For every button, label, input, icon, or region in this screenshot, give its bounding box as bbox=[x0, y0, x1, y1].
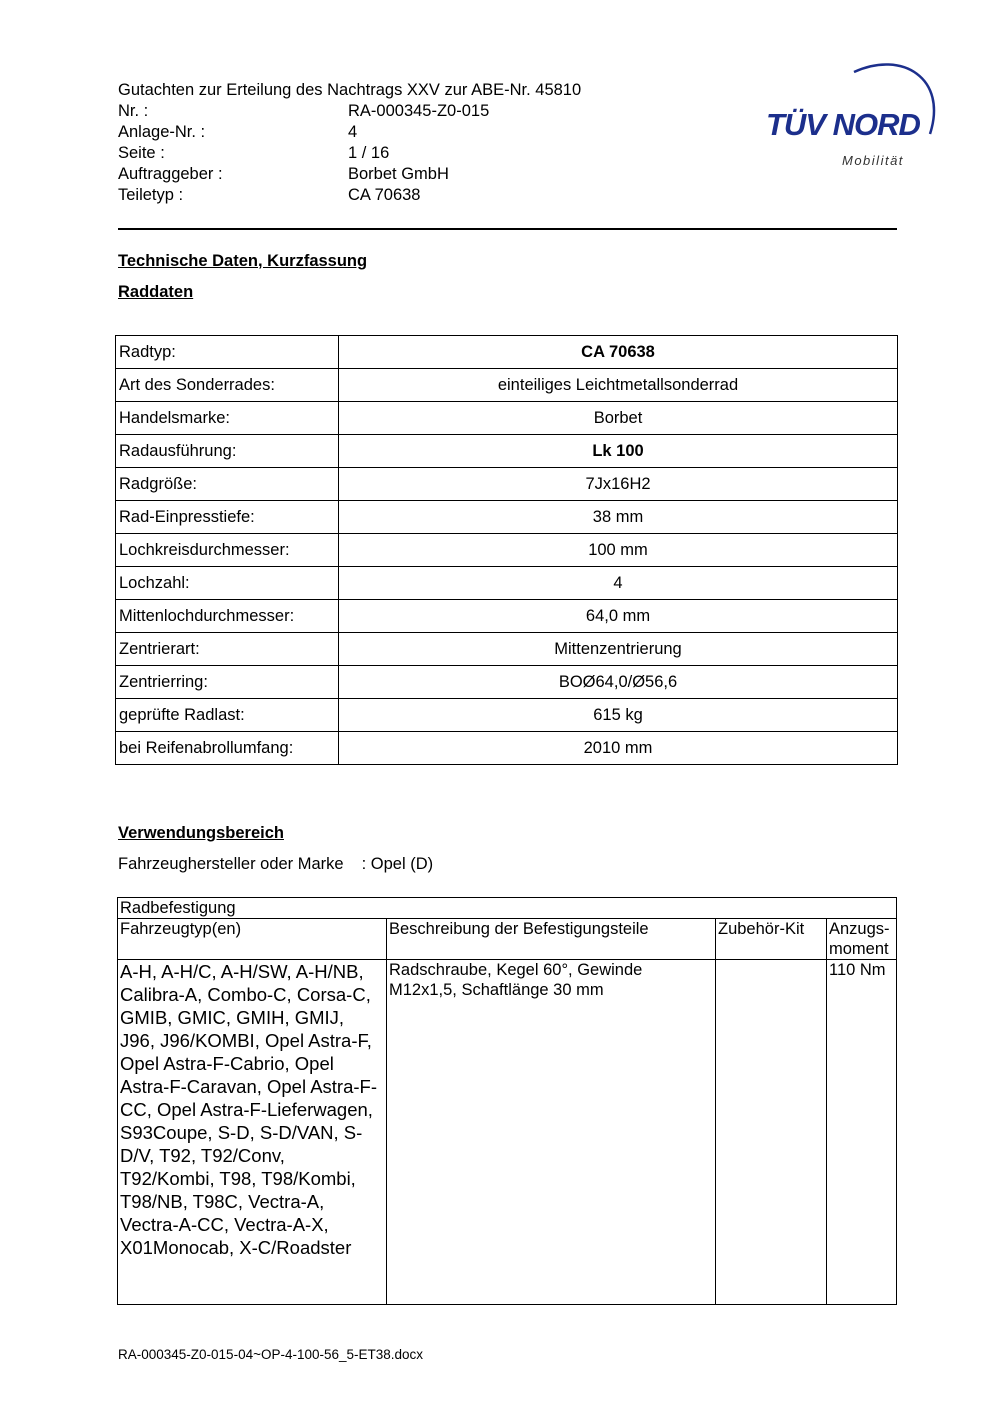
header-label: Nr. : bbox=[118, 102, 149, 120]
table-row bbox=[118, 960, 897, 1305]
table-key: bei Reifenabrollumfang: bbox=[116, 732, 339, 765]
column-header-line: Anzugs- bbox=[829, 920, 890, 938]
table-value: 2010 mm bbox=[339, 732, 898, 765]
table-value: Lk 100 bbox=[339, 435, 898, 468]
table-key: Rad-Einpresstiefe: bbox=[116, 501, 339, 534]
header-value: 1 / 16 bbox=[348, 144, 390, 162]
logo-brand: TÜV NORD bbox=[766, 107, 920, 142]
column-header-line: moment bbox=[829, 940, 889, 958]
column-header: Beschreibung der Befestigungsteile bbox=[387, 919, 716, 960]
section-wheel-data-heading: Raddaten bbox=[118, 283, 194, 301]
table-key: Mittenlochdurchmesser: bbox=[116, 600, 339, 633]
column-header: Zubehör-Kit bbox=[716, 919, 827, 960]
manufacturer-value: Opel (D) bbox=[370, 855, 434, 873]
header-value: 4 bbox=[348, 123, 358, 141]
table-row bbox=[116, 468, 898, 501]
header-label: Seite : bbox=[118, 144, 165, 162]
table-caption-row bbox=[118, 898, 897, 919]
table-value: 38 mm bbox=[339, 501, 898, 534]
column-header: Fahrzeugtyp(en) bbox=[118, 919, 387, 960]
table-key: Radgröße: bbox=[116, 468, 339, 501]
table-value: 615 kg bbox=[339, 699, 898, 732]
section-usage-heading: Verwendungsbereich bbox=[118, 824, 284, 842]
table-key: geprüfte Radlast: bbox=[116, 699, 339, 732]
manufacturer-label: Fahrzeughersteller oder Marke bbox=[118, 855, 344, 873]
table-key: Art des Sonderrades: bbox=[116, 369, 339, 402]
table-value: 100 mm bbox=[339, 534, 898, 567]
footer-filename: RA-000345-Z0-015-04~OP-4-100-56_5-ET38.docx bbox=[118, 1347, 424, 1362]
fastening-description-cell: Radschraube, Kegel 60°, Gewinde M12x1,5, Schaftlänge 30 mm bbox=[387, 960, 716, 1305]
header-label: Auftraggeber : bbox=[118, 165, 223, 183]
table-row bbox=[116, 699, 898, 732]
wheel-data-table bbox=[115, 335, 898, 765]
table-row bbox=[116, 633, 898, 666]
table-row bbox=[116, 336, 898, 369]
table-value: einteiliges Leichtmetallsonderrad bbox=[339, 369, 898, 402]
header-label: Anlage-Nr. : bbox=[118, 123, 206, 141]
table-row bbox=[116, 567, 898, 600]
table-row bbox=[116, 666, 898, 699]
table-value: Mittenzentrierung bbox=[339, 633, 898, 666]
fastening-table bbox=[117, 897, 897, 1305]
logo-subtitle: Mobilität bbox=[842, 153, 904, 168]
table-key: Lochzahl: bbox=[116, 567, 339, 600]
table-value: BOØ64,0/Ø56,6 bbox=[339, 666, 898, 699]
table-row bbox=[116, 732, 898, 765]
table-row bbox=[116, 534, 898, 567]
manufacturer-line bbox=[118, 855, 433, 874]
table-row bbox=[116, 501, 898, 534]
header-value: CA 70638 bbox=[348, 186, 421, 204]
torque-cell: 110 Nm bbox=[827, 960, 897, 1305]
fastening-caption: Radbefestigung bbox=[118, 898, 897, 919]
table-header-row bbox=[118, 919, 897, 960]
table-key: Lochkreisdurchmesser: bbox=[116, 534, 339, 567]
table-row bbox=[116, 435, 898, 468]
header-divider bbox=[118, 228, 897, 230]
table-row bbox=[116, 402, 898, 435]
table-row bbox=[116, 600, 898, 633]
table-key: Radtyp: bbox=[116, 336, 339, 369]
table-key: Zentrierring: bbox=[116, 666, 339, 699]
header-value: Borbet GmbH bbox=[348, 165, 449, 183]
accessory-kit-cell bbox=[716, 960, 827, 1305]
table-value: CA 70638 bbox=[339, 336, 898, 369]
tuev-nord-logo bbox=[762, 58, 942, 170]
table-key: Zentrierart: bbox=[116, 633, 339, 666]
manufacturer-separator: : bbox=[361, 855, 367, 873]
column-header-moment bbox=[827, 919, 897, 960]
header-value: RA-000345-Z0-015 bbox=[348, 102, 490, 120]
table-key: Handelsmarke: bbox=[116, 402, 339, 435]
section-technical-heading: Technische Daten, Kurzfassung bbox=[118, 252, 368, 270]
header-label: Teiletyp : bbox=[118, 186, 184, 204]
table-value: 4 bbox=[339, 567, 898, 600]
logo-arc-icon bbox=[762, 58, 942, 170]
table-row bbox=[116, 369, 898, 402]
table-value: 64,0 mm bbox=[339, 600, 898, 633]
table-value: 7Jx16H2 bbox=[339, 468, 898, 501]
table-key: Radausführung: bbox=[116, 435, 339, 468]
report-title: Gutachten zur Erteilung des Nachtrags XXV zur ABE-Nr. 45810 bbox=[118, 81, 582, 99]
vehicle-types-cell: A-H, A-H/C, A-H/SW, A-H/NB, Calibra-A, Combo-C, Corsa-C, GMIB, GMIC, GMIH, GMIJ, J96, J96/KOMBI, Opel Astra-F, Opel Astra-F-Cabrio, Opel Astra-F-Caravan, Opel Astra-F-CC, Opel Astra-F-Lieferwagen, S93Coupe, S-D, S-D/VAN, S-D/V, T92, T92/Conv, T92/Kombi, T98, T98/Kombi, T98/NB, T98C, Vectra-A, Vectra-A-CC, Vectra-A-X, X01Monocab, X-C/Roadster bbox=[118, 960, 387, 1305]
table-value: Borbet bbox=[339, 402, 898, 435]
